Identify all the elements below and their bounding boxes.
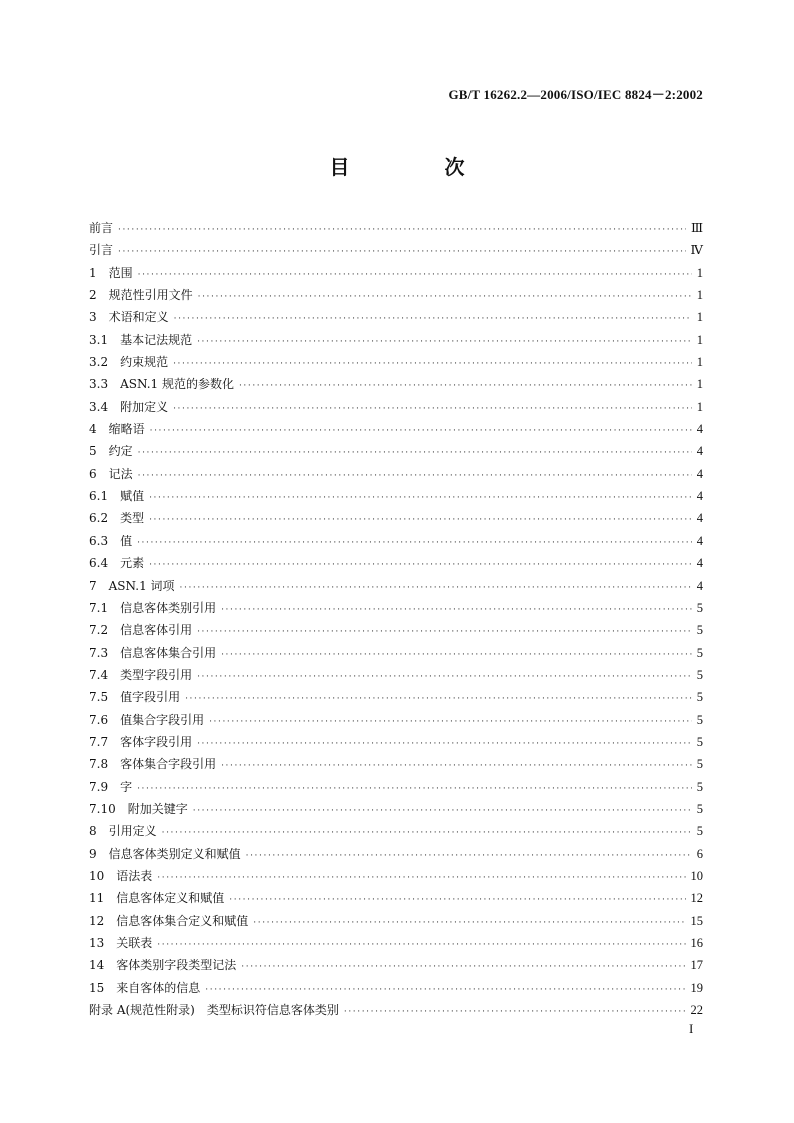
toc-entry-page: 5 [696,734,703,749]
toc-entry[interactable] [89,396,703,418]
toc-entry[interactable] [89,619,703,641]
toc-dot-leader [221,599,692,621]
toc-entry-page: 5 [696,645,703,660]
toc-entry-label: 9 信息客体类别定义和赋值 [89,846,241,861]
toc-entry-page: 17 [690,958,703,973]
toc-dot-leader [137,532,692,554]
toc-entry[interactable] [89,239,703,261]
toc-entry-page: 5 [696,779,703,794]
toc-entry[interactable] [89,977,703,999]
toc-dot-leader [149,487,692,509]
toc-dot-leader [197,621,692,643]
toc-entry-page: 1 [696,399,703,414]
toc-entry-label: 7.3 信息客体集合引用 [89,645,217,660]
toc-entry[interactable] [89,351,703,373]
toc-entry[interactable] [89,664,703,686]
toc-entry-label: 15 来自客体的信息 [89,980,201,995]
toc-entry-page: 12 [690,891,703,906]
toc-entry-label: 14 客体类别字段类型记法 [89,958,237,973]
toc-dot-leader [149,509,692,531]
toc-entry[interactable] [89,642,703,664]
toc-entry-page: 4 [696,422,703,437]
toc-entry-page: 4 [696,466,703,481]
toc-entry-page: 1 [696,332,703,347]
toc-dot-leader [253,912,685,934]
toc-entry[interactable] [89,820,703,842]
toc-entry[interactable] [89,798,703,820]
toc-entry-label: 7.9 字 [89,779,133,794]
toc-entry[interactable] [89,262,703,284]
table-of-contents [89,217,703,1021]
toc-entry[interactable] [89,910,703,932]
toc-entry-page: 10 [690,868,703,883]
toc-entry[interactable] [89,954,703,976]
toc-entry-label: 3.4 附加定义 [89,399,169,414]
toc-entry-label: 3.3 ASN.1 规范的参数化 [89,377,234,392]
toc-dot-leader [221,755,692,777]
toc-entry-page: 15 [690,913,703,928]
toc-entry[interactable] [89,776,703,798]
toc-entry-page: Ⅲ [690,221,703,235]
toc-dot-leader [221,644,692,666]
page-title: 目 次 [329,155,509,179]
toc-entry-page: 16 [690,936,703,950]
toc-dot-leader [118,241,685,263]
toc-dot-leader [137,778,692,800]
toc-entry-page: 19 [690,980,703,995]
toc-dot-leader [239,375,692,397]
toc-entry-label: 12 信息客体集合定义和赋值 [89,913,249,928]
toc-dot-leader [173,398,692,420]
toc-dot-leader [150,420,692,442]
toc-dot-leader [118,219,686,241]
toc-dot-leader [198,286,692,308]
toc-entry[interactable] [89,530,703,552]
toc-entry-label: 7.6 值集合字段引用 [89,712,205,727]
toc-entry-label: 7.5 值字段引用 [89,690,181,705]
toc-dot-leader [344,1001,686,1023]
toc-entry-label: 10 语法表 [89,868,153,883]
toc-entry-label: 6.2 类型 [89,511,145,526]
toc-entry-page: 4 [696,511,703,526]
toc-dot-leader [157,867,685,889]
toc-entry-label: 13 关联表 [89,936,153,950]
toc-dot-leader [173,353,692,375]
toc-entry-page: 4 [696,489,703,504]
toc-entry-label: 3 术语和定义 [89,310,169,325]
toc-dot-leader [138,465,692,487]
toc-entry[interactable] [89,418,703,440]
toc-dot-leader [157,934,685,956]
toc-entry-page: 5 [696,712,703,727]
toc-entry[interactable] [89,865,703,887]
toc-entry-label: 前言 [89,221,114,235]
toc-dot-leader [197,733,692,755]
toc-entry-page: 22 [690,1003,703,1018]
toc-dot-leader [197,666,692,688]
toc-entry[interactable] [89,373,703,395]
toc-entry[interactable] [89,686,703,708]
toc-dot-leader [185,688,692,710]
toc-dot-leader [246,845,692,867]
toc-entry-label: 7.1 信息客体类别引用 [89,600,217,615]
toc-entry-page: 6 [696,846,703,861]
toc-entry-page: 4 [696,444,703,459]
toc-entry-label: 1 范围 [89,265,133,280]
toc-dot-leader [193,800,692,822]
standard-number-header: GB/T 16262.2—2006/ISO/IEC 8824－2:2002 [448,87,703,102]
toc-entry-page: 4 [696,578,703,593]
toc-entry-label: 7.7 客体字段引用 [89,734,193,749]
toc-entry[interactable] [89,999,703,1021]
toc-entry-label: 6.3 值 [89,533,133,548]
toc-entry[interactable] [89,284,703,306]
toc-entry[interactable] [89,575,703,597]
toc-dot-leader [209,711,692,733]
toc-dot-leader [197,331,692,353]
toc-entry[interactable] [89,485,703,507]
toc-entry[interactable] [89,463,703,485]
toc-entry-label: 6.4 元素 [89,556,145,571]
toc-dot-leader [138,264,692,286]
toc-entry[interactable] [89,887,703,909]
toc-entry-page: 5 [696,801,703,816]
toc-entry-label: 7.2 信息客体引用 [89,623,193,638]
toc-entry-label: 3.1 基本记法规范 [89,332,193,347]
toc-dot-leader [180,577,692,599]
toc-entry-label: 11 信息客体定义和赋值 [89,891,225,906]
toc-entry-label: 7 ASN.1 词项 [89,578,175,593]
toc-entry-label: 引言 [89,243,114,258]
toc-dot-leader [174,308,692,330]
toc-entry-label: 7.10 附加关键字 [89,801,188,816]
toc-entry-page: Ⅳ [690,243,703,258]
toc-entry-page: 5 [696,623,703,638]
toc-entry-label: 附录 A(规范性附录) 类型标识符信息客体类别 [89,1003,339,1018]
toc-entry[interactable] [89,440,703,462]
toc-entry[interactable] [89,932,703,954]
toc-entry[interactable] [89,552,703,574]
toc-dot-leader [241,956,685,978]
toc-entry[interactable] [89,507,703,529]
toc-dot-leader [149,554,692,576]
toc-entry-label: 7.8 客体集合字段引用 [89,757,217,772]
toc-entry[interactable] [89,753,703,775]
toc-entry[interactable] [89,597,703,619]
toc-entry[interactable] [89,306,703,328]
toc-entry-label: 8 引用定义 [89,824,157,839]
toc-entry[interactable] [89,731,703,753]
toc-entry-page: 5 [696,824,703,839]
toc-entry-page: 1 [696,377,703,392]
toc-entry[interactable] [89,329,703,351]
toc-entry-label: 3.2 约束规范 [89,355,169,370]
toc-entry[interactable] [89,843,703,865]
toc-entry[interactable] [89,217,703,239]
toc-entry-label: 2 规范性引用文件 [89,288,193,303]
toc-entry-page: 5 [696,600,703,615]
toc-entry-label: 6 记法 [89,466,133,481]
page-number: I [689,1021,694,1036]
toc-entry-page: 5 [696,690,703,705]
toc-entry-label: 5 约定 [89,444,133,459]
toc-dot-leader [229,889,685,911]
toc-entry-page: 1 [696,265,703,280]
toc-dot-leader [138,442,692,464]
toc-entry-label: 4 缩略语 [89,422,145,437]
toc-entry-page: 1 [696,355,703,370]
toc-entry-page: 4 [696,533,703,548]
toc-entry-page: 4 [696,556,703,571]
toc-entry-label: 7.4 类型字段引用 [89,667,193,682]
toc-entry-page: 5 [696,757,703,772]
toc-dot-leader [205,979,685,1001]
toc-entry-page: 1 [696,310,703,325]
toc-entry-page: 1 [696,288,703,303]
toc-entry-label: 6.1 赋值 [89,489,145,504]
toc-entry[interactable] [89,709,703,731]
toc-dot-leader [162,822,692,844]
toc-entry-page: 5 [696,667,703,682]
